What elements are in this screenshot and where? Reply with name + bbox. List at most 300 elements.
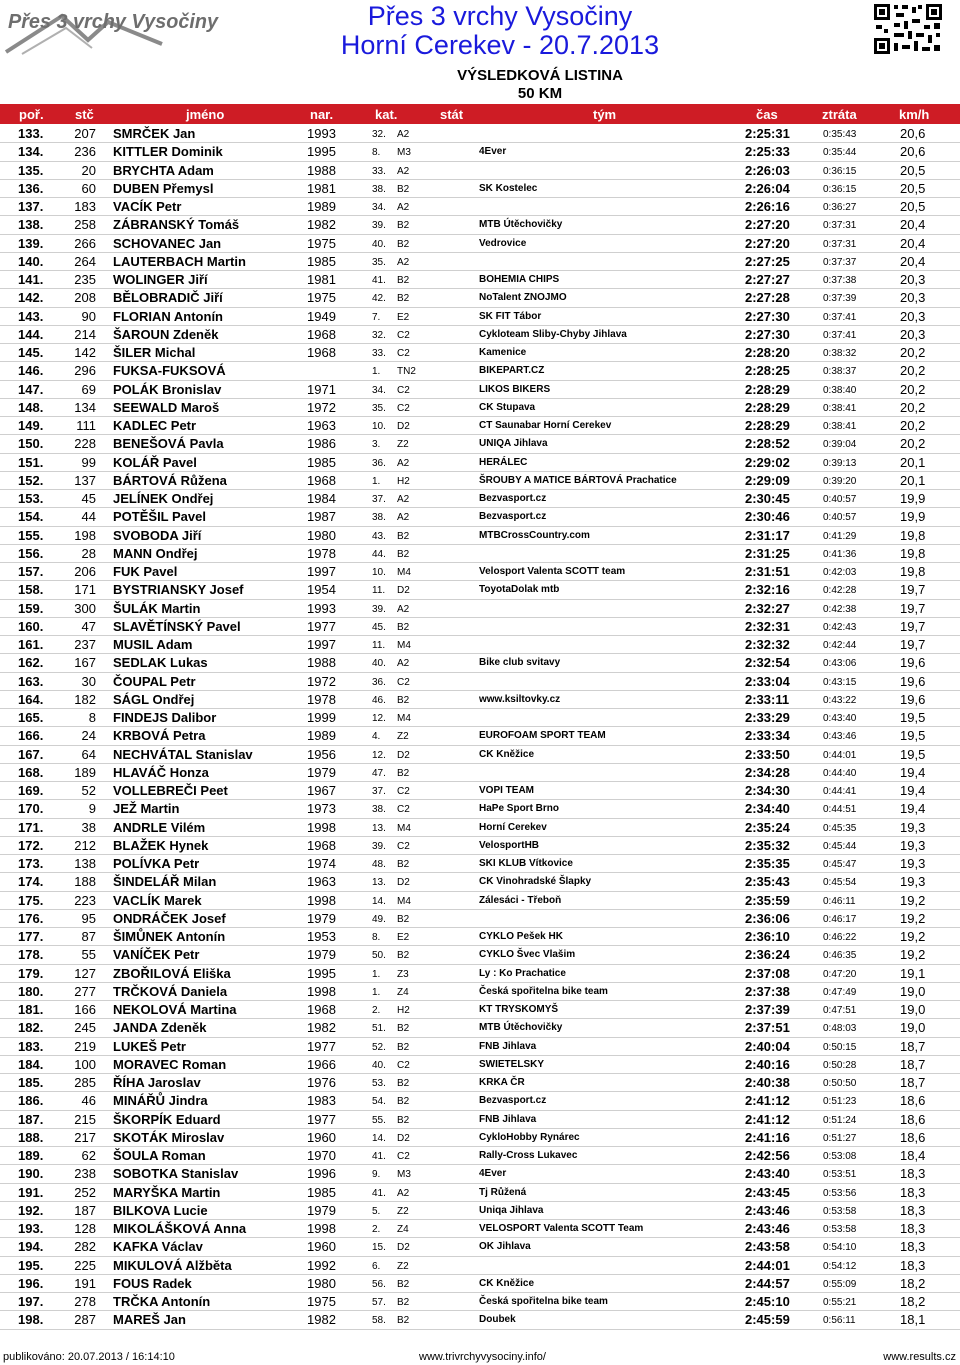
row-name: BILKOVA Lucie (113, 1202, 208, 1218)
row-position: 181. (18, 1002, 44, 1017)
row-category-position: 10. (372, 421, 386, 432)
row-time: 2:28:20 (745, 345, 790, 360)
table-row (0, 709, 960, 727)
row-loss: 0:45:35 (823, 822, 857, 834)
row-position: 190. (18, 1166, 44, 1182)
row-loss: 0:55:21 (823, 1297, 857, 1308)
row-team: HERÁLEC (479, 456, 528, 468)
row-speed: 19,4 (900, 783, 926, 798)
row-loss: 0:40:57 (823, 494, 857, 505)
row-category: B2 (397, 275, 410, 286)
row-name: SEEWALD Maroš (113, 399, 220, 415)
row-loss: 0:38:41 (823, 402, 857, 414)
row-name: DUBEN Přemysl (113, 180, 214, 196)
row-category-position: 41. (372, 275, 386, 286)
row-birth-year: 1998 (307, 1221, 336, 1236)
row-birth-year: 1972 (307, 673, 336, 689)
row-speed: 19,5 (900, 728, 926, 744)
row-start-number: 237 (74, 637, 96, 652)
row-loss: 0:45:44 (823, 840, 857, 852)
row-position: 164. (18, 691, 44, 707)
row-loss: 0:45:47 (823, 859, 857, 870)
row-time: 2:27:20 (745, 217, 790, 233)
row-position: 147. (18, 381, 44, 397)
row-category-position: 33. (372, 165, 386, 177)
row-position: 172. (18, 837, 44, 853)
row-time: 2:31:51 (745, 564, 790, 579)
col-header-loss: ztráta (822, 107, 857, 122)
row-loss: 0:50:50 (823, 1078, 857, 1089)
row-category: B2 (397, 548, 410, 560)
row-position: 180. (18, 983, 44, 999)
row-team: Velosport Valenta SCOTT team (479, 566, 626, 577)
row-birth-year: 1983 (307, 1093, 336, 1109)
row-loss: 0:38:40 (823, 384, 857, 396)
row-start-number: 212 (74, 837, 96, 853)
row-time: 2:28:29 (745, 381, 790, 397)
row-start-number: 285 (74, 1075, 96, 1090)
table-row (0, 399, 960, 417)
row-birth-year: 1971 (307, 381, 336, 397)
results-website-link[interactable]: www.results.cz (883, 1351, 956, 1363)
row-speed: 19,5 (900, 746, 926, 762)
row-category: B2 (397, 1315, 410, 1327)
row-birth-year: 1977 (307, 1111, 336, 1127)
table-row (0, 965, 960, 983)
row-speed: 18,3 (900, 1221, 926, 1236)
row-time: 2:27:28 (745, 290, 790, 306)
row-birth-year: 1988 (307, 162, 336, 178)
row-start-number: 223 (74, 892, 96, 908)
row-time: 2:32:27 (745, 600, 790, 616)
row-birth-year: 1997 (307, 564, 336, 579)
table-row (0, 1311, 960, 1329)
title-block (250, 0, 750, 60)
row-position: 187. (18, 1111, 44, 1127)
row-category-position: 41. (372, 1187, 386, 1199)
col-header-category: kat. (375, 107, 398, 122)
row-time: 2:33:04 (745, 673, 790, 689)
row-speed: 19,7 (900, 582, 926, 598)
row-team: HaPe Sport Brno (479, 803, 560, 815)
event-website-link[interactable]: www.trivrchyvysociny.info/ (419, 1351, 546, 1363)
row-team: MTB Útěchovičky (479, 219, 563, 231)
row-category-position: 35. (372, 402, 386, 414)
row-position: 167. (18, 746, 44, 762)
row-speed: 19,0 (900, 1020, 926, 1036)
row-birth-year: 1968 (307, 472, 336, 488)
row-speed: 19,3 (900, 856, 926, 871)
row-birth-year: 1995 (307, 144, 336, 160)
row-name: KAFKA Václav (113, 1239, 203, 1255)
row-time: 2:30:45 (745, 491, 790, 506)
row-team: FNB Jihlava (479, 1040, 537, 1052)
row-position: 194. (18, 1239, 44, 1255)
event-date-location: Horní Cerekev - 20.7.2013 (340, 30, 660, 60)
row-team: KRKA ČR (479, 1077, 525, 1088)
row-category: E2 (397, 932, 410, 943)
row-name: ŠILER Michal (113, 345, 196, 360)
row-team: Bezvasport.cz (479, 1095, 547, 1107)
table-row (0, 946, 960, 964)
row-birth-year: 1963 (307, 418, 336, 433)
row-birth-year: 1998 (307, 983, 336, 999)
row-loss: 0:51:23 (823, 1096, 857, 1108)
row-category: M3 (397, 147, 411, 159)
row-name: NECHVÁTAL Stanislav (113, 746, 253, 762)
row-speed: 18,2 (900, 1294, 926, 1309)
row-birth-year: 1976 (307, 1075, 336, 1090)
row-category-position: 45. (372, 621, 386, 633)
row-team: Bike club svitavy (479, 657, 561, 669)
row-category: D2 (397, 877, 410, 889)
row-position: 149. (18, 418, 44, 433)
row-speed: 18,3 (900, 1184, 926, 1200)
row-category-position: 57. (372, 1297, 386, 1308)
row-category-position: 51. (372, 1023, 386, 1035)
row-speed: 20,2 (900, 363, 926, 379)
table-row (0, 873, 960, 891)
row-birth-year: 1999 (307, 710, 336, 725)
row-start-number: 208 (74, 290, 96, 306)
row-speed: 20,3 (900, 272, 926, 287)
row-category-position: 40. (372, 658, 386, 670)
col-header-birth-year: nar. (310, 107, 334, 122)
row-position: 171. (18, 819, 44, 835)
row-category-position: 11. (372, 640, 386, 651)
row-name: KOLÁŘ Pavel (113, 454, 197, 470)
row-birth-year: 1978 (307, 691, 336, 707)
row-birth-year: 1985 (307, 454, 336, 470)
row-loss: 0:51:27 (823, 1132, 857, 1144)
row-name: BÁRTOVÁ Růžena (113, 472, 227, 488)
row-team: VELOSPORT Valenta SCOTT Team (479, 1223, 644, 1234)
row-team: Rally-Cross Lukavec (479, 1150, 578, 1161)
row-position: 170. (18, 801, 44, 817)
row-category: C2 (397, 329, 410, 341)
row-name: SOBOTKA Stanislav (113, 1166, 239, 1182)
row-category-position: 42. (372, 293, 386, 305)
table-row (0, 326, 960, 344)
row-name: POTĚŠIL Pavel (113, 509, 206, 525)
row-start-number: 137 (74, 472, 96, 488)
row-position: 137. (18, 199, 44, 214)
row-start-number: 111 (76, 418, 96, 433)
row-position: 179. (18, 965, 44, 981)
row-category: B2 (397, 293, 410, 305)
row-position: 197. (18, 1294, 44, 1309)
row-loss: 0:39:04 (823, 439, 857, 451)
row-category: A2 (397, 129, 410, 140)
row-category: Z2 (397, 439, 409, 451)
row-speed: 19,3 (900, 874, 926, 890)
row-speed: 18,3 (900, 1166, 926, 1182)
row-start-number: 127 (74, 965, 96, 981)
row-category-position: 38. (372, 512, 386, 524)
row-name: LAUTERBACH Martin (113, 253, 246, 269)
table-row (0, 143, 960, 161)
row-category: H2 (397, 1005, 410, 1016)
row-time: 2:27:25 (745, 253, 790, 269)
row-time: 2:43:46 (745, 1202, 790, 1218)
row-category-position: 48. (372, 859, 386, 870)
row-category-position: 39. (372, 603, 386, 615)
row-birth-year: 1982 (307, 217, 336, 233)
row-category-position: 13. (372, 877, 386, 889)
table-row (0, 1129, 960, 1147)
row-category: B2 (397, 1114, 410, 1126)
row-time: 2:26:16 (745, 199, 790, 214)
table-row (0, 1165, 960, 1183)
row-category-position: 38. (372, 183, 386, 195)
published-timestamp: publikováno: 20.07.2013 / 16:14:10 (3, 1351, 175, 1363)
row-loss: 0:43:22 (823, 694, 857, 706)
row-category-position: 1. (372, 475, 381, 487)
row-category: Z4 (397, 1224, 409, 1235)
row-speed: 18,4 (900, 1148, 926, 1163)
row-speed: 18,7 (900, 1075, 926, 1090)
row-category-position: 2. (372, 1224, 381, 1235)
row-start-number: 206 (74, 564, 96, 579)
row-start-number: 191 (74, 1275, 96, 1291)
row-position: 161. (18, 637, 44, 652)
table-row (0, 819, 960, 837)
row-name: FLORIAN Antonín (113, 308, 223, 324)
row-category: D2 (397, 749, 410, 761)
results-table (0, 125, 960, 1330)
row-start-number: 55 (81, 947, 96, 963)
row-position: 135. (18, 162, 44, 178)
row-position: 177. (18, 929, 44, 944)
row-speed: 19,2 (900, 929, 926, 944)
table-row (0, 125, 960, 143)
row-birth-year: 1975 (307, 235, 336, 251)
row-category-position: 8. (372, 147, 381, 159)
row-name: JEŽ Martin (113, 801, 180, 817)
row-birth-year: 1977 (307, 1038, 336, 1054)
row-start-number: 182 (74, 691, 96, 707)
row-loss: 0:40:57 (823, 512, 857, 524)
row-name: KADLEC Petr (113, 418, 197, 433)
row-category-position: 34. (372, 202, 386, 213)
row-speed: 19,3 (900, 837, 926, 853)
table-row (0, 800, 960, 818)
event-logo (2, 2, 230, 58)
row-team: OK Jihlava (479, 1241, 531, 1253)
row-team: KT TRYSKOMYŠ (479, 1004, 559, 1015)
row-speed: 18,1 (900, 1312, 926, 1328)
row-name: BYSTRIANSKY Josef (113, 582, 244, 598)
row-position: 166. (18, 728, 44, 744)
row-loss: 0:43:15 (823, 676, 857, 688)
row-category-position: 33. (372, 348, 386, 359)
row-speed: 18,6 (900, 1111, 926, 1127)
row-team: 4Ever (479, 146, 507, 158)
row-team: CT Saunabar Horní Cerekev (479, 420, 612, 431)
row-name: ČOUPAL Petr (113, 673, 196, 689)
row-category: B2 (397, 913, 410, 925)
row-category-position: 12. (372, 749, 386, 761)
row-category-position: 36. (372, 676, 386, 688)
row-category: D2 (397, 1242, 410, 1254)
row-position: 191. (18, 1184, 44, 1200)
row-team: VelosportHB (479, 839, 540, 851)
col-header-position: poř. (19, 107, 44, 122)
row-loss: 0:35:43 (823, 129, 857, 140)
row-speed: 20,6 (900, 144, 926, 160)
row-category-position: 13. (372, 822, 386, 834)
row-category-position: 15. (372, 1242, 386, 1254)
row-birth-year: 1998 (307, 892, 336, 908)
row-birth-year: 1992 (307, 1257, 336, 1273)
row-name: ANDRLE Vilém (113, 819, 206, 835)
row-time: 2:45:10 (745, 1294, 790, 1309)
row-birth-year: 1979 (307, 1202, 336, 1218)
row-category: A2 (397, 603, 410, 615)
table-row (0, 1001, 960, 1019)
row-start-number: 30 (81, 673, 96, 689)
row-position: 193. (18, 1221, 44, 1236)
row-name: MANN Ondřej (113, 545, 198, 561)
row-time: 2:35:35 (745, 856, 790, 871)
row-loss: 0:47:49 (823, 986, 857, 998)
row-category-position: 10. (372, 567, 386, 578)
row-team: www.ksiltovky.cz (479, 693, 561, 705)
table-row (0, 654, 960, 672)
row-category: C2 (397, 348, 410, 359)
row-team: Kamenice (479, 347, 527, 358)
row-loss: 0:53:58 (823, 1224, 857, 1235)
row-speed: 18,2 (900, 1275, 926, 1291)
row-speed: 19,7 (900, 637, 926, 652)
row-position: 189. (18, 1148, 44, 1163)
table-row (0, 381, 960, 399)
row-category-position: 7. (372, 311, 381, 323)
row-time: 2:43:46 (745, 1221, 790, 1236)
row-time: 2:41:12 (745, 1111, 790, 1127)
col-header-start-number: stč (75, 107, 94, 122)
row-team: CK Kněžice (479, 1277, 535, 1289)
row-loss: 0:54:10 (823, 1242, 857, 1254)
row-category: D2 (397, 585, 410, 597)
row-category-position: 1. (372, 968, 381, 980)
row-start-number: 252 (74, 1184, 96, 1200)
table-row (0, 545, 960, 563)
table-row (0, 162, 960, 180)
row-team: Vedrovice (479, 237, 527, 249)
row-birth-year: 1967 (307, 783, 336, 798)
row-team: Cykloteam Sliby-Chyby Jihlava (479, 328, 627, 340)
row-start-number: 219 (74, 1038, 96, 1054)
row-speed: 18,3 (900, 1202, 926, 1218)
row-start-number: 296 (74, 363, 96, 379)
row-name: ŠOULA Roman (113, 1148, 206, 1163)
row-name: TRČKA Antonín (113, 1294, 211, 1309)
row-loss: 0:51:24 (823, 1114, 857, 1126)
table-row (0, 180, 960, 198)
row-category: M3 (397, 1169, 411, 1181)
row-team: Bezvasport.cz (479, 493, 547, 504)
row-speed: 20,2 (900, 345, 926, 360)
table-row (0, 1038, 960, 1056)
row-category-position: 1. (372, 366, 381, 378)
row-start-number: 183 (74, 199, 96, 214)
row-birth-year: 1953 (307, 929, 336, 944)
table-row (0, 782, 960, 800)
row-category-position: 5. (372, 1205, 381, 1217)
row-time: 2:28:25 (745, 363, 790, 379)
row-loss: 0:37:39 (823, 293, 857, 305)
row-speed: 19,0 (900, 1002, 926, 1017)
row-loss: 0:44:51 (823, 804, 857, 816)
row-speed: 20,1 (900, 454, 926, 470)
row-category-position: 43. (372, 530, 386, 542)
row-category: B2 (397, 183, 410, 195)
row-time: 2:41:16 (745, 1129, 790, 1145)
row-position: 156. (18, 545, 44, 561)
row-position: 151. (18, 454, 44, 470)
col-header-country: stát (440, 107, 464, 122)
row-name: MINÁŘŮ Jindra (113, 1093, 208, 1109)
row-position: 158. (18, 582, 44, 598)
row-category: Z4 (397, 986, 409, 998)
table-row (0, 508, 960, 526)
row-category: Z3 (397, 968, 409, 980)
table-row (0, 636, 960, 654)
row-loss: 0:42:43 (823, 621, 857, 633)
row-category: A2 (397, 457, 410, 469)
row-category: B2 (397, 238, 410, 250)
row-category: C2 (397, 840, 410, 852)
row-position: 152. (18, 472, 44, 488)
row-time: 2:33:29 (745, 710, 790, 725)
row-time: 2:36:24 (745, 947, 790, 963)
row-time: 2:26:04 (745, 180, 790, 196)
row-team: SWIETELSKY (479, 1058, 545, 1070)
row-name: ŠINDELÁŘ Milan (113, 874, 217, 890)
table-row (0, 691, 960, 709)
table-row (0, 1184, 960, 1202)
row-time: 2:27:30 (745, 326, 790, 342)
row-birth-year: 1949 (307, 308, 336, 324)
row-category-position: 53. (372, 1078, 386, 1089)
table-row (0, 271, 960, 289)
row-birth-year: 1966 (307, 1056, 336, 1072)
row-category-position: 14. (372, 895, 386, 907)
row-category-position: 47. (372, 767, 386, 779)
row-time: 2:25:31 (745, 126, 790, 141)
row-speed: 20,5 (900, 199, 926, 214)
row-name: JANDA Zdeněk (113, 1020, 207, 1036)
row-time: 2:26:03 (745, 162, 790, 178)
table-row (0, 235, 960, 253)
row-start-number: 87 (81, 929, 96, 944)
row-loss: 0:37:37 (823, 256, 857, 268)
row-start-number: 235 (74, 272, 96, 287)
row-start-number: 225 (74, 1257, 96, 1273)
row-loss: 0:43:46 (823, 731, 857, 743)
row-name: ZBOŘILOVÁ Eliška (113, 965, 231, 981)
row-time: 2:28:52 (745, 436, 790, 452)
row-loss: 0:38:37 (823, 366, 857, 378)
row-position: 165. (18, 710, 44, 725)
row-name: ŠKORPÍK Eduard (113, 1111, 221, 1127)
table-row (0, 289, 960, 307)
row-category: C2 (397, 402, 410, 414)
row-position: 148. (18, 399, 44, 415)
row-team: Ly : Ko Prachatice (479, 967, 566, 979)
row-birth-year: 1998 (307, 819, 336, 835)
